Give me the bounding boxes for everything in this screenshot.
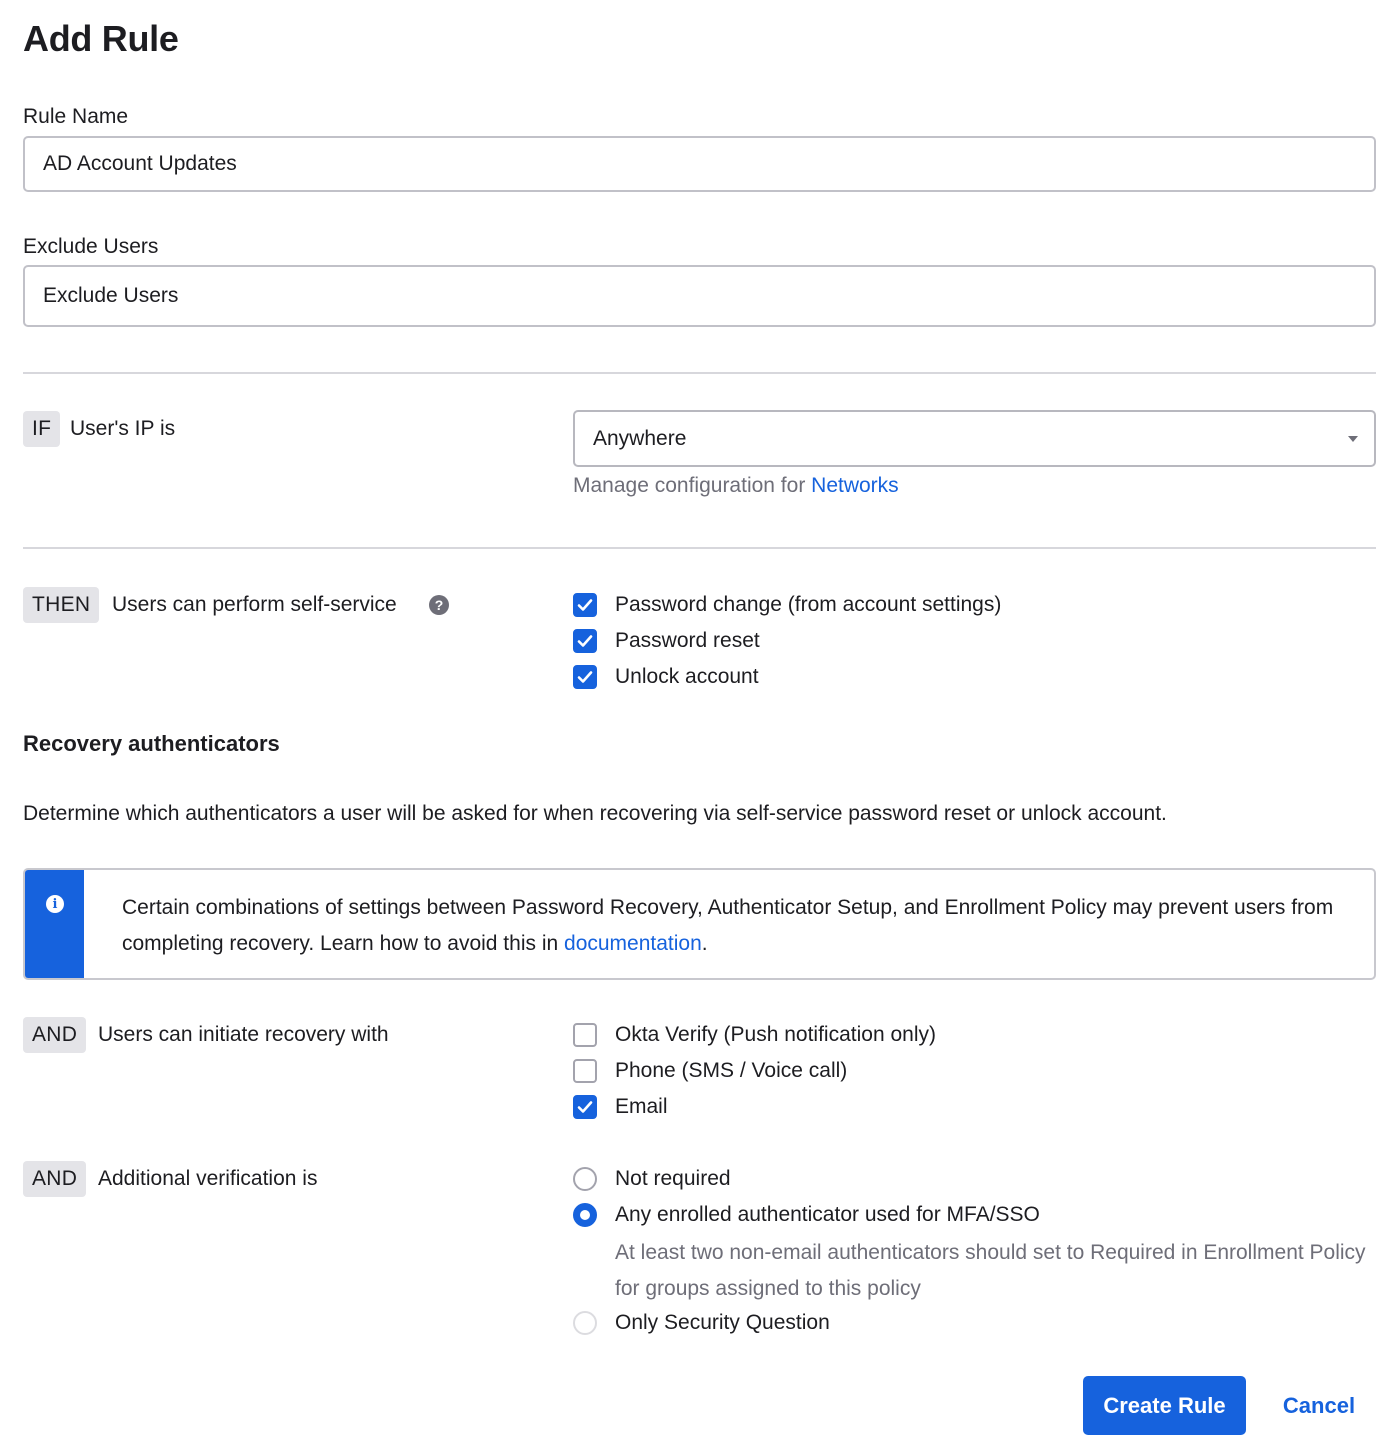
- question-circle-icon[interactable]: ?: [429, 595, 449, 615]
- rule-name-label: Rule Name: [23, 105, 129, 128]
- verification-condition-label: Additional verification is: [98, 1167, 318, 1190]
- radio-not-required[interactable]: [573, 1167, 597, 1191]
- exclude-users-input[interactable]: [23, 265, 1376, 327]
- option-label: Password reset: [615, 629, 760, 652]
- option-label: Not required: [615, 1167, 731, 1190]
- page-title: Add Rule: [23, 18, 179, 59]
- recovery-description: Determine which authenticators a user will be asked for when recovering via self-service password reset or unlock account.: [23, 802, 1167, 825]
- if-tag: IF: [23, 411, 60, 447]
- info-icon: i: [46, 895, 64, 913]
- checkbox-unlock-account[interactable]: [573, 665, 597, 689]
- info-callout: [23, 868, 1376, 980]
- checkbox-email[interactable]: [573, 1095, 597, 1119]
- recovery-condition-label: Users can initiate recovery with: [98, 1023, 389, 1046]
- callout-suffix: .: [701, 932, 708, 955]
- recovery-option[interactable]: [573, 1022, 936, 1048]
- option-label: Password change (from account settings): [615, 593, 1002, 616]
- check-icon: [577, 598, 593, 612]
- callout-accent-bar: [25, 870, 84, 978]
- check-icon: [577, 670, 593, 684]
- option-label: Okta Verify (Push notification only): [615, 1023, 936, 1046]
- option-label: Phone (SMS / Voice call): [615, 1059, 848, 1082]
- and-tag: AND: [23, 1161, 86, 1197]
- cancel-button[interactable]: Cancel: [1282, 1392, 1356, 1418]
- documentation-link[interactable]: documentation: [564, 932, 702, 955]
- verification-hint: At least two non-email authenticators should set to Required in Enrollment Policy for groups assigned to this policy: [615, 1241, 1366, 1300]
- callout-message: Certain combinations of settings between Password Recovery, Authenticator Setup, and Enrollment Policy may prevent users from completing recovery. Learn how to avoid this in: [122, 896, 1334, 955]
- check-icon: [577, 634, 593, 648]
- and-tag: AND: [23, 1017, 86, 1053]
- option-label: Email: [615, 1095, 668, 1118]
- divider: [23, 547, 1376, 549]
- check-icon: [577, 1100, 593, 1114]
- chevron-down-icon: [1348, 436, 1358, 442]
- ip-select[interactable]: [573, 410, 1376, 467]
- networks-hint-text: Manage configuration for: [573, 474, 812, 497]
- rule-name-value: AD Account Updates: [43, 152, 237, 175]
- checkbox-phone[interactable]: [573, 1059, 597, 1083]
- divider: [23, 372, 1376, 374]
- checkbox-password-reset[interactable]: [573, 629, 597, 653]
- checkbox-password-change[interactable]: [573, 593, 597, 617]
- radio-any-enrolled-authenticator[interactable]: [573, 1203, 597, 1227]
- exclude-users-label: Exclude Users: [23, 235, 159, 258]
- checkbox-okta-verify[interactable]: [573, 1023, 597, 1047]
- radio-security-question[interactable]: [573, 1311, 597, 1335]
- create-rule-button[interactable]: Create Rule: [1083, 1376, 1246, 1435]
- recovery-option[interactable]: [573, 1058, 847, 1084]
- rule-name-input[interactable]: [23, 136, 1376, 192]
- networks-link[interactable]: Networks: [811, 474, 899, 497]
- if-condition-label: User's IP is: [70, 417, 176, 440]
- then-tag: THEN: [23, 587, 99, 623]
- verification-option[interactable]: [573, 1310, 830, 1336]
- networks-hint: [573, 474, 899, 498]
- verification-option[interactable]: [573, 1166, 731, 1192]
- recovery-section-title: Recovery authenticators: [23, 731, 280, 756]
- option-label: Any enrolled authenticator used for MFA/SSO: [615, 1203, 1040, 1226]
- ip-select-value: Anywhere: [593, 426, 687, 450]
- verification-option[interactable]: [573, 1202, 1040, 1228]
- self-service-option[interactable]: [573, 628, 760, 654]
- self-service-option[interactable]: [573, 664, 759, 690]
- then-condition-label: Users can perform self-service: [112, 593, 397, 616]
- option-label: Only Security Question: [615, 1311, 830, 1334]
- self-service-option[interactable]: [573, 592, 1001, 618]
- exclude-users-placeholder: Exclude Users: [43, 284, 179, 307]
- callout-text: [122, 890, 1352, 962]
- recovery-option[interactable]: [573, 1094, 668, 1120]
- option-label: Unlock account: [615, 665, 759, 688]
